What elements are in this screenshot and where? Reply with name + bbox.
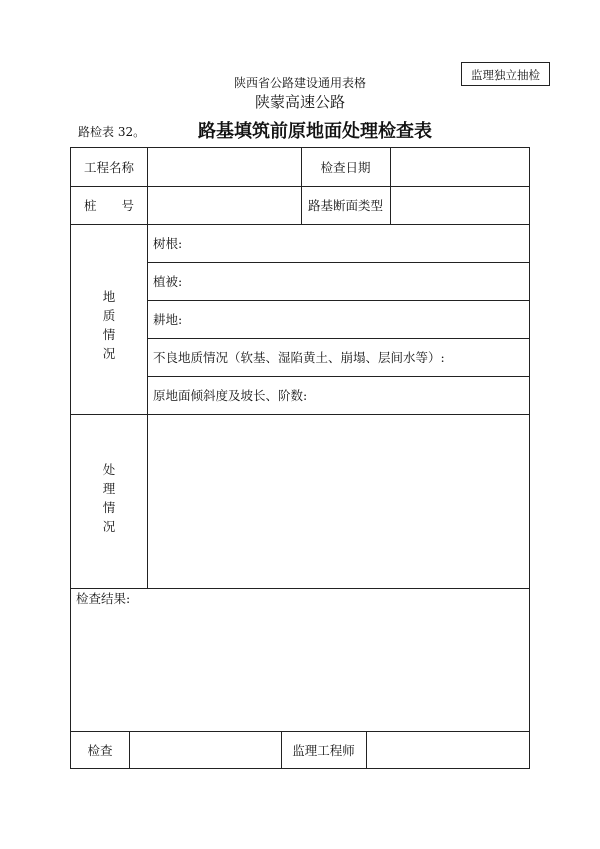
project-name-field[interactable]: [148, 148, 301, 186]
result-field[interactable]: [71, 610, 529, 730]
form-subtitle: 陕西省公路建设通用表格: [233, 76, 366, 90]
station-field[interactable]: [148, 186, 301, 224]
result-label: 检查结果:: [76, 591, 131, 606]
project-name-label: 工程名称: [83, 160, 134, 175]
section-type-label: 路基断面类型: [307, 198, 383, 213]
supervision-badge: 监理独立抽检: [461, 62, 550, 86]
adverse-geology-item[interactable]: 不良地质情况（软基、湿陷黄土、崩塌、层间水等）:: [153, 350, 445, 365]
page-title: 路基填筑前原地面处理检查表: [198, 121, 432, 142]
section-type-field[interactable]: [391, 186, 529, 224]
inspection-form-table: [70, 147, 530, 769]
vegetation-item[interactable]: 植被:: [153, 274, 183, 289]
farmland-item[interactable]: 耕地:: [153, 312, 183, 327]
slope-item[interactable]: 原地面倾斜度及坡长、阶数:: [153, 388, 308, 403]
form-code: 路检表 32。: [78, 125, 146, 139]
supervisor-label: 监理工程师: [292, 742, 355, 758]
tree-roots-item[interactable]: 树根:: [153, 236, 183, 251]
supervisor-field[interactable]: [367, 731, 529, 768]
treatment-field[interactable]: [148, 415, 529, 588]
inspect-label: 检查: [87, 742, 113, 758]
inspector-field[interactable]: [130, 731, 281, 768]
treatment-label: 处 理 情 况: [102, 462, 116, 534]
check-date-label: 检查日期: [320, 160, 371, 175]
road-name: 陕蒙高速公路: [254, 93, 345, 111]
geology-label: 地 质 情 况: [102, 289, 116, 361]
station-label: 桩 号: [83, 198, 134, 213]
check-date-field[interactable]: [391, 148, 529, 186]
